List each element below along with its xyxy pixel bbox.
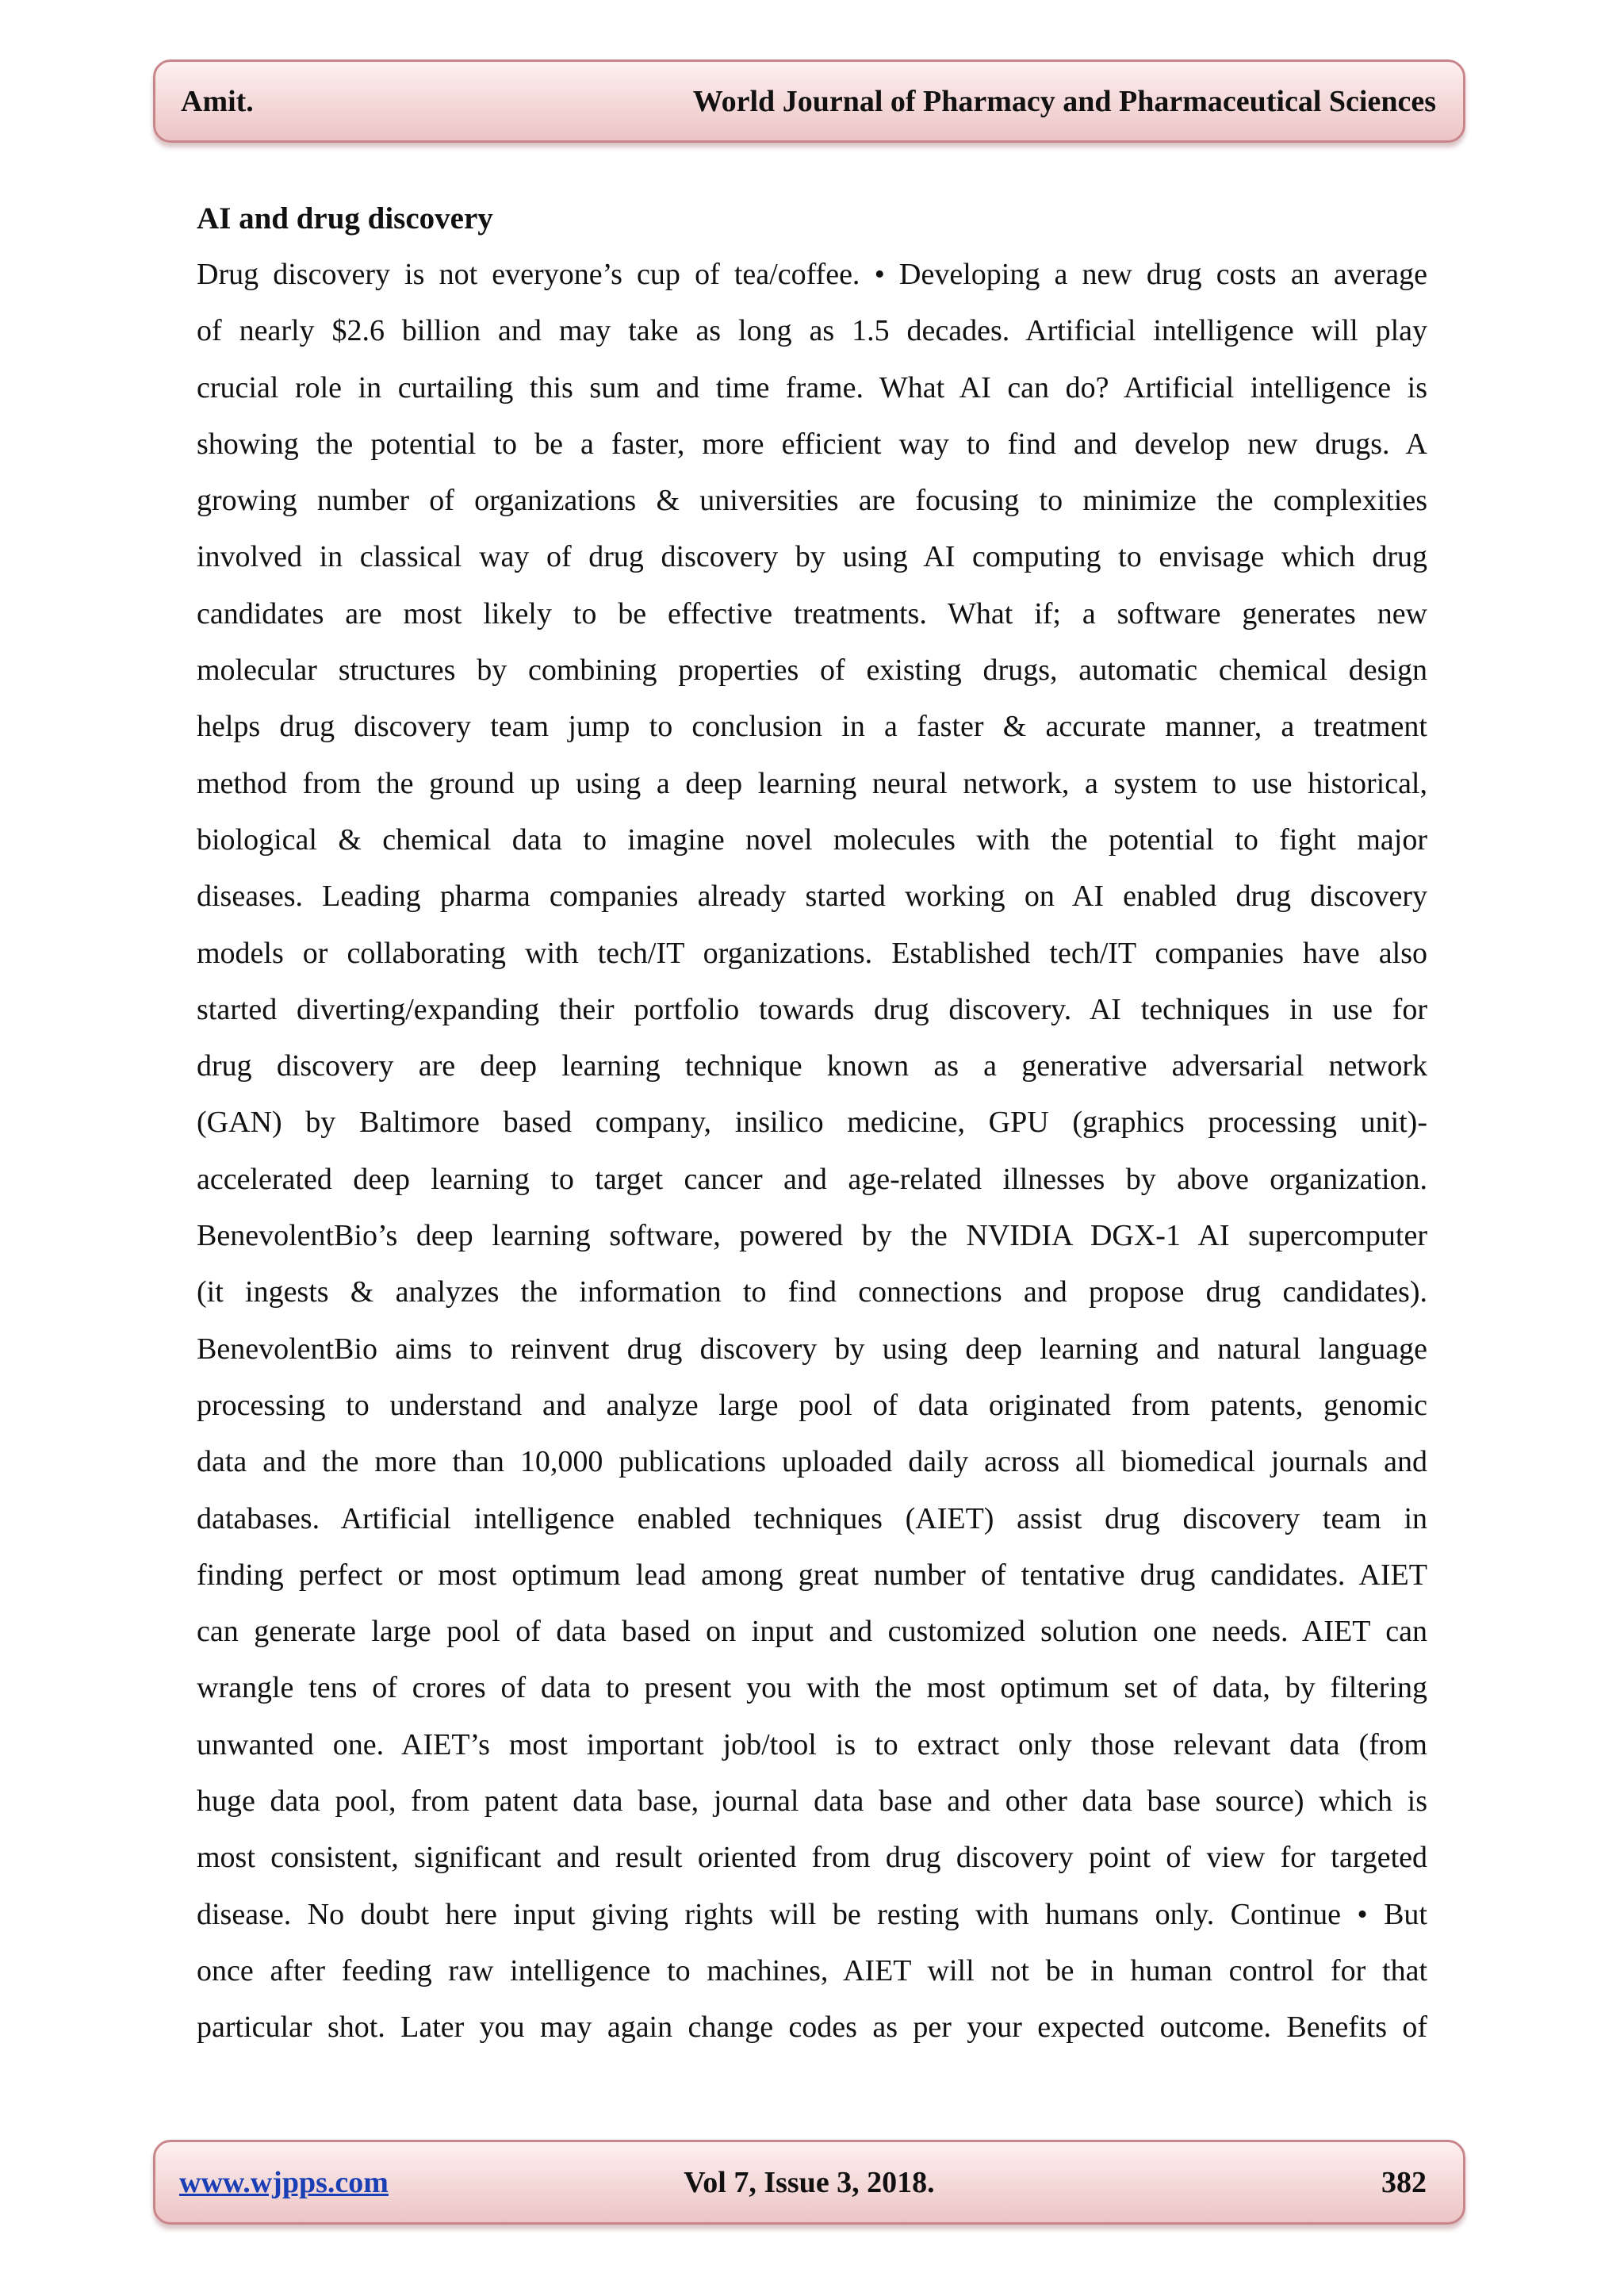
body-line: Drug discovery is not everyone’s cup of tea/coffee. • Developing a new drug costs an average: [197, 258, 1427, 291]
body-line: showing the potential to be a faster, more efficient way to find and develop new drugs. A: [197, 427, 1427, 461]
body-line: growing number of organizations & universities are focusing to minimize the complexities: [197, 484, 1427, 518]
body-line: can generate large pool of data based on input and customized solution one needs. AIET can: [197, 1615, 1427, 1649]
body-line: huge data pool, from patent data base, journal data base and other data base source) which is: [197, 1784, 1427, 1819]
body-line: once after feeding raw intelligence to machines, AIET will not be in human control for that: [197, 1953, 1427, 1987]
running-footer: [153, 2140, 1465, 2225]
body-line: diseases. Leading pharma companies already started working on AI enabled drug discovery: [197, 880, 1427, 914]
running-header: [153, 59, 1465, 143]
footer-website-link[interactable]: www.wjpps.com: [179, 2165, 389, 2199]
section-heading: AI and drug discovery: [197, 201, 493, 236]
body-line: involved in classical way of drug discovery by using AI computing to envisage which drug: [197, 540, 1427, 574]
footer-page-number: 382: [1381, 2165, 1427, 2199]
body-line: candidates are most likely to be effective treatments. What if; a software generates new: [197, 596, 1427, 631]
body-line: biological & chemical data to imagine novel molecules with the potential to fight major: [197, 822, 1427, 857]
body-line: method from the ground up using a deep learning neural network, a system to use historical,: [197, 766, 1427, 800]
body-line: helps drug discovery team jump to conclusion in a faster & accurate manner, a treatment: [197, 710, 1427, 744]
body-line: disease. No doubt here input giving rights will be resting with humans only. Continue • But: [197, 1897, 1427, 1931]
body-line: wrangle tens of crores of data to present you with the most optimum set of data, by filtering: [197, 1671, 1427, 1705]
body-paragraph: [197, 247, 1427, 2056]
body-line: started diverting/expanding their portfolio towards drug discovery. AI techniques in use for: [197, 992, 1427, 1026]
body-line: particular shot. Later you may again change codes as per your expected outcome. Benefits of: [197, 2010, 1427, 2045]
header-author: Amit.: [181, 84, 254, 118]
body-line: models or collaborating with tech/IT organizations. Established tech/IT companies have also: [197, 936, 1427, 970]
body-line: accelerated deep learning to target cancer and age-related illnesses by above organization.: [197, 1162, 1427, 1196]
body-line: molecular structures by combining properties of existing drugs, automatic chemical design: [197, 654, 1427, 688]
body-line: databases. Artificial intelligence enabled techniques (AIET) assist drug discovery team in: [197, 1501, 1427, 1535]
footer-volume-info: Vol 7, Issue 3, 2018.: [684, 2165, 935, 2199]
article-body: [197, 190, 1427, 2056]
body-line: crucial role in curtailing this sum and time frame. What AI can do? Artificial intelligence is: [197, 370, 1427, 404]
body-line: processing to understand and analyze large pool of data originated from patents, genomic: [197, 1388, 1427, 1422]
body-line: (it ingests & analyzes the information to find connections and propose drug candidates).: [197, 1275, 1427, 1309]
body-line: drug discovery are deep learning technique known as a generative adversarial network: [197, 1049, 1427, 1083]
body-line: finding perfect or most optimum lead among great number of tentative drug candidates. AIET: [197, 1558, 1427, 1592]
body-line: (GAN) by Baltimore based company, insilico medicine, GPU (graphics processing unit)-: [197, 1106, 1427, 1140]
body-line: data and the more than 10,000 publications uploaded daily across all biomedical journals and: [197, 1445, 1427, 1479]
body-line: BenevolentBio’s deep learning software, powered by the NVIDIA DGX-1 AI supercomputer: [197, 1219, 1427, 1253]
body-line: most consistent, significant and result oriented from drug discovery point of view for targeted: [197, 1841, 1427, 1875]
body-line: BenevolentBio aims to reinvent drug discovery by using deep learning and natural language: [197, 1332, 1427, 1366]
body-line: of nearly $2.6 billion and may take as long as 1.5 decades. Artificial intelligence will play: [197, 314, 1427, 348]
header-journal-title: World Journal of Pharmacy and Pharmaceutical Sciences: [692, 84, 1436, 118]
body-line: unwanted one. AIET’s most important job/tool is to extract only those relevant data (from: [197, 1727, 1427, 1761]
